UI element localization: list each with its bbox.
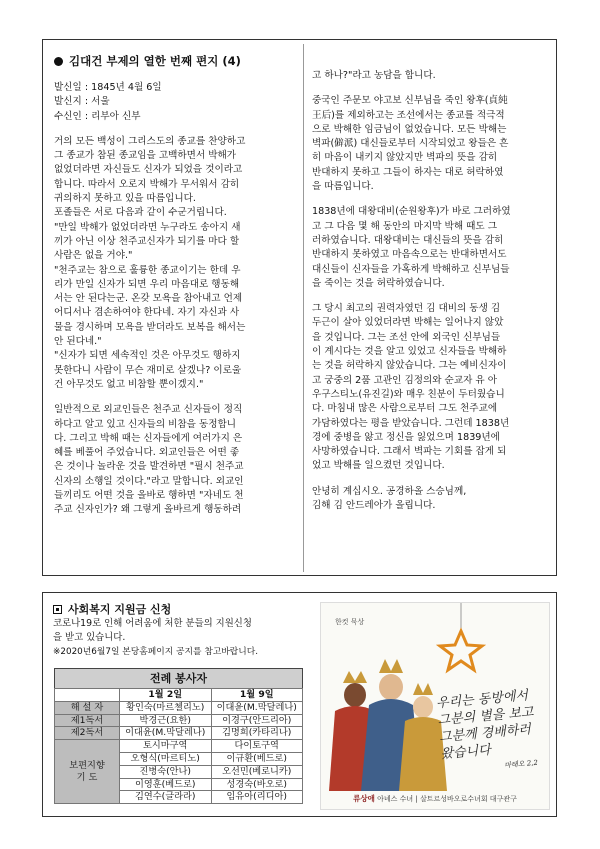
letter-line: 으로 박해한 임금님이 없었습니다. 모든 박해는: [312, 123, 507, 135]
letter-line: 우구스티노(유진길)와 매우 친분이 두터웠습니: [312, 388, 505, 400]
servers-grid: [54, 688, 303, 804]
letter-meta: [54, 81, 294, 124]
letter-line: 을 따름입니다.: [312, 181, 374, 193]
name-cell: 이대윤(M.막달레나): [211, 701, 303, 714]
welfare-notice: [53, 603, 303, 659]
name-cell: 박경근(요한): [120, 714, 212, 727]
letter-line: 고 그 다음 몇 해 동안의 마지막 박해 때도 그: [312, 220, 497, 232]
letter-line: 벽파(僻派) 대신들로부터 시작되었고 왕들은 흔: [312, 138, 509, 150]
letter-line: 을 죽이는 것을 허락하였습니다.: [312, 277, 445, 289]
picture-tag: 한컷 묵상: [335, 618, 365, 626]
name-cell: 김연수(글라라): [120, 791, 212, 804]
letter-line: 안녕히 계십시오. 공경하올 스승님께,: [312, 485, 467, 497]
name-cell: 이경구(안드리아): [211, 714, 303, 727]
letter-line: 1838년에 대왕대비(순원왕후)가 바로 그러하였: [312, 206, 511, 218]
letter-line: 경에 중병을 앓고 정신을 잃었으며 1839년에: [312, 431, 500, 443]
sent-date: 발신일 : 1845년 4월 6일: [54, 82, 162, 93]
letter-line: 어디서나 겸손하여야 한다네. 자기 자신과 사: [54, 307, 240, 319]
letter-paragraph: [54, 135, 294, 392]
letter-line: 이 계시다는 것을 알고 있었고 신자들을 박해하: [312, 346, 507, 358]
table-row: [55, 727, 303, 740]
letter-line: 끼가 아닌 이상 천주교신자가 되기를 마다 할: [54, 235, 240, 247]
table-header-row: [55, 689, 303, 702]
name-cell: 이영훈(베드로): [120, 778, 212, 791]
letter-line: 고 궁중의 2품 고관인 김정의와 순교자 유 아: [312, 374, 497, 386]
letter-line: 주교 신자인가? 왜 그렇게 올바르게 행동하려: [54, 504, 242, 516]
letter-line: "천주교는 참으로 훌륭한 종교이기는 한데 우: [54, 264, 241, 276]
brush-calligraphy: 우리는 동방에서 그분의 별을 보고 그분께 경배하러 왔습니다 마태오 2,2: [435, 688, 539, 770]
role-cell: 보편지향 기 도: [55, 740, 120, 804]
letter-line: 그 당시 최고의 권력자였던 김 대비의 동생 김: [312, 303, 501, 315]
letter-line: 히 마음이 내키지 않았지만 벽파의 뜻을 감히: [312, 152, 498, 164]
letter-line: 혜를 베풀어 주었습니다. 외교인들은 어떤 좋: [54, 447, 240, 459]
name-cell: 이대윤(M.막달레나): [120, 727, 212, 740]
letter-line: 건 아무것도 없고 비참할 뿐이겠지.": [54, 378, 204, 390]
letter-line: "신자가 되면 세속적인 것은 아무것도 행하지: [54, 350, 241, 362]
letter-line: 안 된다네.": [54, 336, 102, 348]
picture-credit: 류상애 아녜스 수녀 | 살트르성바오로수녀회 대구관구: [353, 794, 517, 803]
name-cell: 김명희(카타리나): [211, 727, 303, 740]
letter-paragraph: [312, 485, 552, 514]
notice-line: 을 받고 있습니다.: [53, 632, 126, 643]
letter-line: 반대하지 못하였고 마음속으로는 반대하면서도: [312, 249, 507, 261]
letter-title: 김대건 부제의 열한 번째 편지 (4): [54, 53, 294, 69]
letter-left-column: [54, 53, 294, 529]
table-row: [55, 740, 303, 753]
letter-line: 은 것이나 놀라운 것을 발견하면 "필시 천주교: [54, 461, 244, 473]
sent-place: 발신지 : 서울: [54, 96, 110, 108]
notice-line: 코로나19로 인해 어려움에 처한 분들의 지원신청: [53, 618, 252, 629]
letter-paragraph: [312, 302, 552, 474]
name-cell: 오선민(베로니카): [211, 765, 303, 778]
letter-line: 들끼리도 어떤 것을 올바로 행하면 "자네도 천: [54, 490, 244, 502]
letter-line: 사망하였습니다. 그래서 벽파는 기회를 잡게 되: [312, 446, 507, 458]
column-divider: [303, 44, 304, 572]
letter-line: 사람은 없을 거야.": [54, 250, 133, 262]
letter-line: 두근이 살아 있었더라면 박해는 일어나지 않았: [312, 317, 504, 329]
letter-paragraph: [312, 94, 552, 194]
letter-line: 다. 마침내 많은 사람으로부터 그도 천주교에: [312, 403, 498, 415]
letter-line: 리가 만일 신자가 되면 우리 마음대로 행동해: [54, 278, 240, 290]
square-bullet-icon: [53, 605, 62, 614]
notice-line: ※2020년6월7일 본당홈페이지 공지를 참고바랍니다.: [53, 647, 259, 657]
header-cell: [55, 689, 120, 702]
bullet-icon: [54, 57, 63, 66]
letter-line: 신자의 소행일 것이다."라고 말합니다. 외교인: [54, 475, 244, 487]
header-cell: 1월 2일: [120, 689, 212, 702]
letter-line: "만일 박해가 없었더라면 누구라도 송아지 새: [54, 221, 241, 233]
name-cell: 성경숙(바오로): [211, 778, 303, 791]
zone-cell: 토시마구역: [120, 740, 212, 753]
letter-line: 못한다니 사람이 무슨 재미로 살겠나? 이로울: [54, 364, 242, 376]
letter-line: 그 종교가 참된 종교임을 고백하면서 박해가: [54, 150, 237, 162]
star-icon: [440, 631, 482, 670]
letter-line: 반대하지 못하고 그들이 하자는 대로 허락하였: [312, 166, 504, 178]
letter-line: 다. 그리고 박해 때는 신자들에게 여러가지 은: [54, 432, 243, 444]
role-cell: 해 설 자: [55, 701, 120, 714]
letter-line: 김해 김 안드레아가 올립니다.: [312, 500, 436, 512]
letter-line: 귀의하지 못하고 있을 따름입니다.: [54, 193, 196, 205]
notice-title: 사회복지 지원금 신청: [53, 603, 303, 617]
table-title: 전례 봉사자: [54, 668, 303, 688]
letter-paragraph: [312, 69, 552, 83]
letter-line: 거의 모든 백성이 그리스도의 종교를 찬양하고: [54, 135, 246, 147]
letter-line: 물을 경시하며 모욕을 받더라도 보복을 해서는: [54, 321, 246, 333]
table-row: [55, 714, 303, 727]
name-cell: 황인숙(마르첼리노): [120, 701, 212, 714]
letter-line: 러하였습니다. 대왕대비는 대신들의 뜻을 감히: [312, 234, 504, 246]
name-cell: 이규환(베드로): [211, 752, 303, 765]
letter-right-column: [312, 69, 552, 524]
letter-paragraph: [312, 205, 552, 291]
letter-line: 고 하나?"라고 농담을 합니다.: [312, 70, 436, 81]
letter-line: 었고 박해를 일으켰던 것입니다.: [312, 460, 445, 472]
letter-line: 대신들이 신자들을 가혹하게 박해하고 신부님들: [312, 263, 510, 275]
meditation-illustration: [320, 602, 550, 810]
letter-line: 없었더라면 자신들도 신자가 되었을 것이라고: [54, 164, 243, 176]
recipient: 수신인 : 리부아 신부: [54, 110, 141, 122]
name-cell: 진병숙(안나): [120, 765, 212, 778]
name-cell: 오형식(마르티노): [120, 752, 212, 765]
letter-line: 는 것을 허락하지 않았습니다. 그는 예비신자이: [312, 360, 507, 372]
letter-line: 일반적으로 외교인들은 천주교 신자들이 정직: [54, 404, 243, 416]
table-row: [55, 701, 303, 714]
liturgy-servers-table: [54, 668, 303, 804]
letter-line: 중국인 주문모 야고보 신부님을 죽인 왕후(貞純: [312, 95, 508, 107]
name-cell: 임유아(리디아): [211, 791, 303, 804]
letter-line: 하다고 알고 있고 신자들의 비참을 동정합니: [54, 418, 237, 430]
letter-paragraph: [54, 403, 294, 517]
letter-line: 포졸들은 서로 다음과 같이 수군거립니다.: [54, 207, 227, 219]
header-cell: 1월 9일: [211, 689, 303, 702]
role-cell: 제2독서: [55, 727, 120, 740]
letter-line: 서는 안 된다는군. 온갖 모욕을 참아내고 언제: [54, 293, 243, 305]
role-cell: 제1독서: [55, 714, 120, 727]
letter-line: 가담하였다는 평을 받았습니다. 그런데 1838년: [312, 417, 510, 429]
zone-cell: 다이토구역: [211, 740, 303, 753]
letter-line: 합니다. 따라서 오로지 박해가 무서워서 감히: [54, 178, 240, 190]
letter-line: 을 것입니다. 그는 조선 안에 외국인 신부님들: [312, 331, 501, 343]
letter-line: 王后)를 제외하고는 조선에서는 종교를 적극적: [312, 109, 505, 121]
